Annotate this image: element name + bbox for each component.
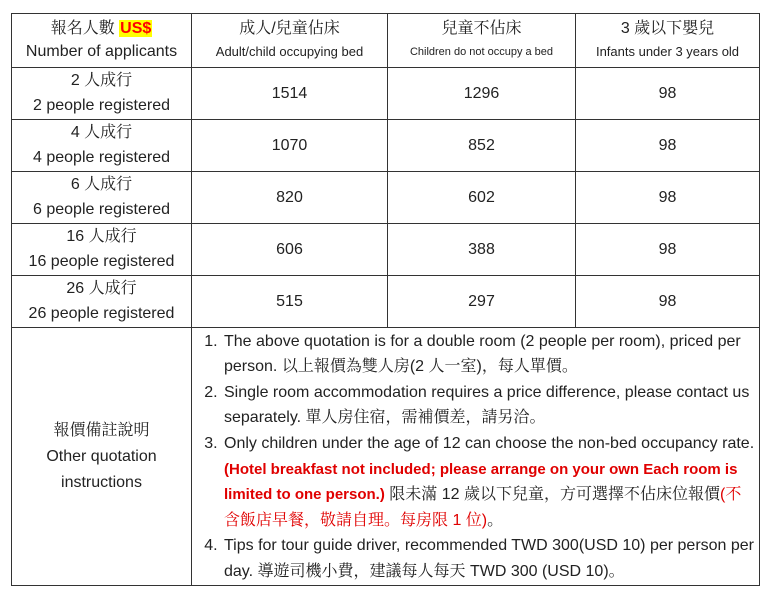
nobed-price: 388 bbox=[388, 224, 576, 276]
currency-badge: US$ bbox=[120, 19, 152, 37]
header-infant bbox=[576, 14, 760, 68]
applicants-zh: 2 人成行 bbox=[70, 72, 133, 89]
applicants-en: 4 people registered bbox=[33, 149, 170, 166]
nobed-en-label: Children do not occupy a bed bbox=[409, 45, 554, 58]
note-item-1: 1. The above quotation is for a double room (2 people per room), priced per person. 以上報價為雙人房(2 人一室)，每人單價。 bbox=[222, 329, 755, 380]
applicants-en-label: Number of applicants bbox=[25, 42, 178, 60]
table-row bbox=[12, 120, 760, 172]
header-bed bbox=[192, 14, 388, 68]
notes-label-cell bbox=[12, 328, 192, 586]
notes-list bbox=[192, 329, 759, 585]
note-3-breakfast-zh: (不含飯店早餐，敬請自理。每房限 1 位) bbox=[224, 486, 742, 529]
applicants-zh: 16 人成行 bbox=[66, 228, 137, 245]
infant-price: 98 bbox=[576, 120, 760, 172]
applicants-cell bbox=[12, 224, 192, 276]
table-row bbox=[12, 276, 760, 328]
table-row bbox=[12, 224, 760, 276]
note-item-3 bbox=[222, 431, 755, 533]
bed-zh-label: 成人/兒童佔床 bbox=[239, 19, 340, 37]
applicants-en: 6 people registered bbox=[33, 201, 170, 218]
applicants-zh-label: 報名人數 bbox=[50, 19, 115, 37]
note-3-text: Only children under the age of 12 can choose the non-bed occupancy rate. bbox=[224, 434, 755, 452]
header-row bbox=[12, 14, 760, 68]
bed-price: 1070 bbox=[192, 120, 388, 172]
applicants-en: 26 people registered bbox=[28, 305, 175, 322]
applicants-en: 16 people registered bbox=[28, 253, 175, 270]
notes-label-en-1: Other quotation bbox=[46, 447, 157, 465]
applicants-zh: 4 人成行 bbox=[70, 124, 133, 141]
applicants-cell bbox=[12, 120, 192, 172]
notes-row bbox=[12, 328, 760, 586]
nobed-price: 602 bbox=[388, 172, 576, 224]
header-applicants bbox=[12, 14, 192, 68]
header-nobed bbox=[388, 14, 576, 68]
infant-price: 98 bbox=[576, 224, 760, 276]
infant-en-label: Infants under 3 years old bbox=[595, 43, 740, 59]
note-item-4: 4. Tips for tour guide driver, recommended TWD 300(USD 10) per person per day. 導遊司機小費，建議每人每天 TWD 300 (USD 10)。 bbox=[222, 533, 755, 584]
bed-price: 1514 bbox=[192, 68, 388, 120]
note-item-2: 2. Single room accommodation requires a price difference, please contact us separately. 單人房住宿，需補價差，請另洽。 bbox=[222, 380, 755, 431]
table-row bbox=[12, 68, 760, 120]
applicants-cell bbox=[12, 276, 192, 328]
applicants-cell bbox=[12, 68, 192, 120]
applicants-zh: 26 人成行 bbox=[66, 280, 137, 297]
bed-price: 606 bbox=[192, 224, 388, 276]
nobed-price: 852 bbox=[388, 120, 576, 172]
infant-price: 98 bbox=[576, 172, 760, 224]
quotation-table bbox=[11, 13, 760, 586]
nobed-zh-label: 兒童不佔床 bbox=[441, 19, 522, 37]
applicants-cell bbox=[12, 172, 192, 224]
quotation-wrapper bbox=[11, 13, 759, 586]
infant-price: 98 bbox=[576, 68, 760, 120]
notes-label-zh: 報價備註說明 bbox=[53, 421, 150, 439]
nobed-price: 297 bbox=[388, 276, 576, 328]
note-3-text-zh: 限未滿 12 歲以下兒童，方可選擇不佔床位報價 bbox=[384, 486, 720, 504]
notes-label-en-2: instructions bbox=[61, 473, 142, 491]
note-3-end: 。 bbox=[487, 511, 504, 529]
notes-content-cell bbox=[192, 328, 760, 586]
infant-price: 98 bbox=[576, 276, 760, 328]
nobed-price: 1296 bbox=[388, 68, 576, 120]
applicants-zh: 6 人成行 bbox=[70, 176, 133, 193]
infant-zh-label: 3 歲以下嬰兒 bbox=[620, 19, 715, 37]
note-3-breakfast-en: (Hotel breakfast not included; please arrange on your own Each room is limited to one person.) bbox=[224, 460, 738, 504]
applicants-en: 2 people registered bbox=[33, 97, 170, 114]
bed-price: 515 bbox=[192, 276, 388, 328]
table-row bbox=[12, 172, 760, 224]
bed-en-label: Adult/child occupying bed bbox=[215, 43, 364, 59]
bed-price: 820 bbox=[192, 172, 388, 224]
